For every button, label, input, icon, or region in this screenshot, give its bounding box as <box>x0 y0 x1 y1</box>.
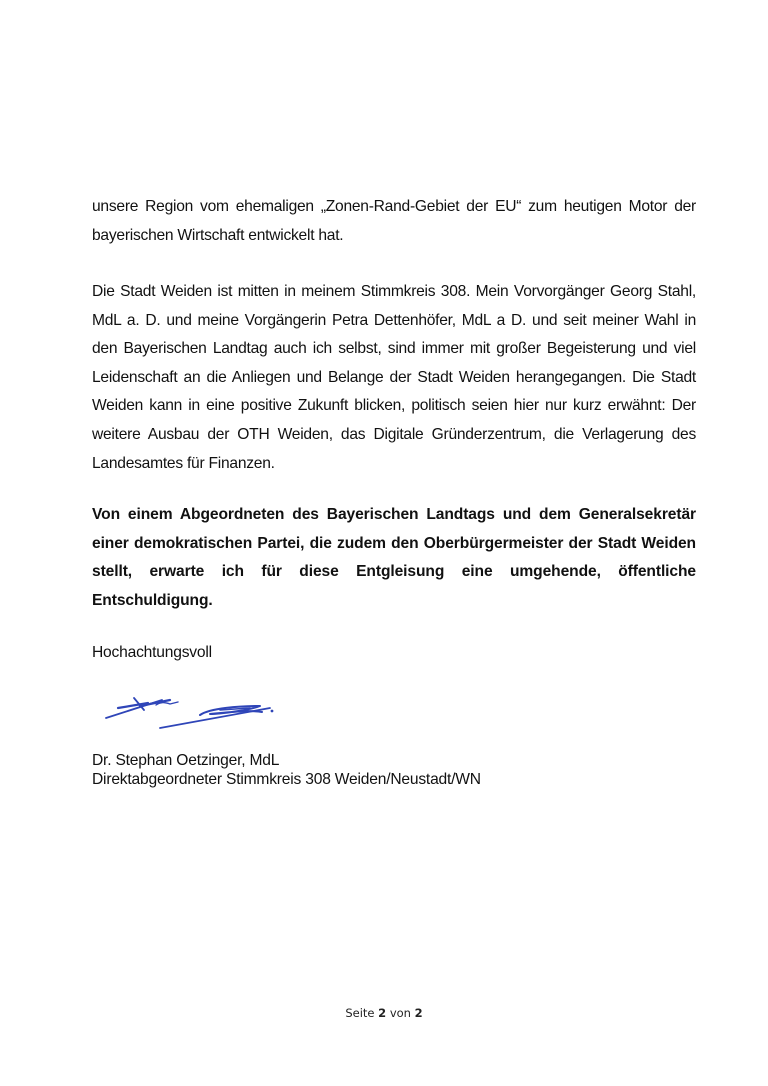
text-line: unsere Region vom ehemaligen „Zonen-Rand-Gebiet der EU“ zum heutigen Motor der <box>92 198 696 215</box>
signer-name: Dr. Stephan Oetzinger, MdL <box>92 752 280 769</box>
text-line: stellt, erwarte ich für diese Entgleisung eine umgehende, öffentliche <box>92 563 696 581</box>
signer-title: Direktabgeordneter Stimmkreis 308 Weiden/Neustadt/WN <box>92 771 481 788</box>
paragraph-stimmkreis-weiden <box>92 278 696 478</box>
text-line: Von einem Abgeordneten des Bayerischen Landtags und dem Generalsekretär <box>92 506 696 523</box>
handwritten-signature-icon <box>100 688 280 738</box>
text-line: Leidenschaft an die Anliegen und Belange der Stadt Weiden herangegangen. Die Stadt <box>92 368 696 386</box>
text-line: weitere Ausbau der OTH Weiden, das Digitale Gründerzentrum, die Verlagerung des <box>92 425 696 443</box>
text-line: den Bayerischen Landtag auch ich selbst, sind immer mit großer Begeisterung und viel <box>92 340 696 358</box>
closing-salutation: Hochachtungsvoll <box>92 644 212 661</box>
text-line: Die Stadt Weiden ist mitten in meinem Stimmkreis 308. Mein Vorvorgänger Georg Stahl, <box>92 283 696 300</box>
text-line: Entschuldigung. <box>92 591 213 609</box>
footer-separator: von <box>389 1006 411 1020</box>
text-line: bayerischen Wirtschaft entwickelt hat. <box>92 226 344 244</box>
footer-total-pages: 2 <box>414 1006 423 1020</box>
signer-block <box>92 751 481 789</box>
text-line: Landesamtes für Finanzen. <box>92 454 275 472</box>
footer-current-page: 2 <box>378 1006 387 1020</box>
text-line: MdL a. D. und meine Vorgängerin Petra Dettenhöfer, MdL a D. und seit meiner Wahl in <box>92 311 696 329</box>
paragraph-apology-demand <box>92 501 696 615</box>
paragraph-region-development <box>92 193 696 250</box>
page-footer <box>0 1006 768 1020</box>
footer-prefix: Seite <box>345 1006 375 1020</box>
text-line: Weiden kann in eine positive Zukunft blicken, politisch seien hier nur kurz erwähnt: Der <box>92 397 696 415</box>
text-line: einer demokratischen Partei, die zudem den Oberbürgermeister der Stadt Weiden <box>92 534 696 552</box>
